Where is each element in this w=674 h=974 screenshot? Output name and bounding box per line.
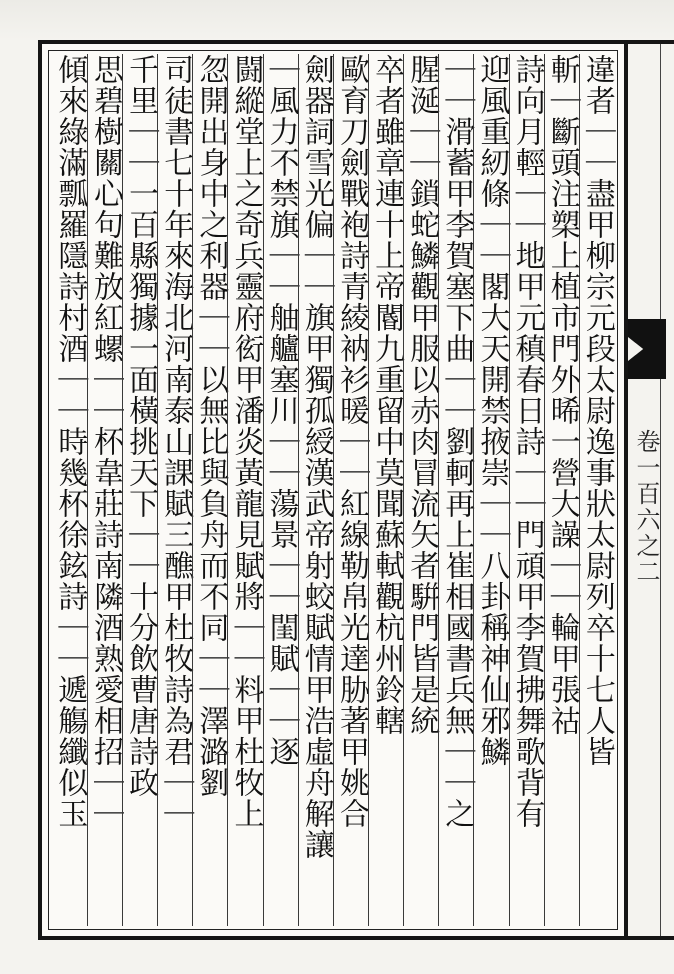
column-text: ｜｜滑蓄甲李賀塞下曲｜｜劉軻再上崔相國書兵無｜｜之 (439, 54, 475, 829)
text-column (192, 54, 227, 926)
text-column (579, 54, 614, 926)
text-column (368, 54, 403, 926)
text-column (473, 54, 508, 926)
text-column (52, 54, 87, 926)
column-text: 歐育刀劍戰袍詩青綾衲衫暖｜｜紅線勒帛光達胁著甲姚合 (333, 54, 369, 829)
column-text: 傾來綠滿瓢羅隱詩村酒｜｜時幾杯徐鉉詩｜｜遞觴纖似玉 (52, 54, 88, 829)
column-text: 千里｜｜一百縣獨據一面橫挑天下｜｜十分飲曹唐詩政 (123, 54, 159, 798)
column-text: 思碧樹關心句難放紅螺｜｜杯韋莊詩南隣酒熟愛相招｜｜ (87, 54, 123, 829)
volume-title: 卷一百六之二 (632, 429, 660, 585)
page-center-margin (628, 40, 674, 940)
text-column (122, 54, 157, 926)
text-column (263, 54, 298, 926)
text-column (438, 54, 473, 926)
column-text: 迎風重紉條｜｜閣大天開禁掖崇｜｜八卦稱神仙邪鱗 (474, 54, 510, 767)
column-text: 詩向月輕｜｜地甲元稹春日詩｜｜門頑甲李賀拂舞歌背有 (509, 54, 545, 829)
text-column (333, 54, 368, 926)
column-text: 忽開出身中之利器｜｜以無比與負舟而不同｜｜澤潞劉 (193, 54, 229, 798)
column-text: 卒者雖章連十上帝閽九重留中莫聞蘇軾觀杭州鈴轄 (369, 54, 405, 736)
column-text: 闘縱堂上之奇兵靈府衒甲潘炎黃龍見賦將｜｜料甲杜牧上 (228, 54, 264, 829)
text-column (403, 54, 438, 926)
margin-rule (660, 44, 661, 936)
text-column (509, 54, 544, 926)
column-text: 腥涎｜｜鎖蛇鱗觀甲服以赤肉冒流矢者騈門皆是統 (404, 54, 440, 736)
text-frame (38, 40, 628, 940)
text-column (157, 54, 192, 926)
page-edge (0, 0, 674, 40)
column-text: 斬｜斷頭注槊上植市門外晞一營大譟｜｜輪甲張祜 (544, 54, 580, 736)
text-columns (52, 54, 614, 926)
column-text: ｜風力不禁旗｜｜舳艫塞川｜｜蕩景｜｜閨賦｜｜逐 (263, 54, 299, 767)
column-text: 司徒書七十年來海北河南泰山課賦三醮甲杜牧詩為君｜｜ (158, 54, 194, 829)
text-column (87, 54, 122, 926)
text-column (227, 54, 262, 926)
column-text: 劍器詞雪光偏｜｜旗甲獨孤綬漢武帝射蛟賦情甲浩虛舟解讓 (298, 54, 334, 860)
column-text: 違者｜｜盡甲柳宗元段太尉逸事狀太尉列卒十七人皆 (579, 54, 615, 767)
text-column (298, 54, 333, 926)
text-column (544, 54, 579, 926)
fishtail-mark (628, 319, 666, 379)
